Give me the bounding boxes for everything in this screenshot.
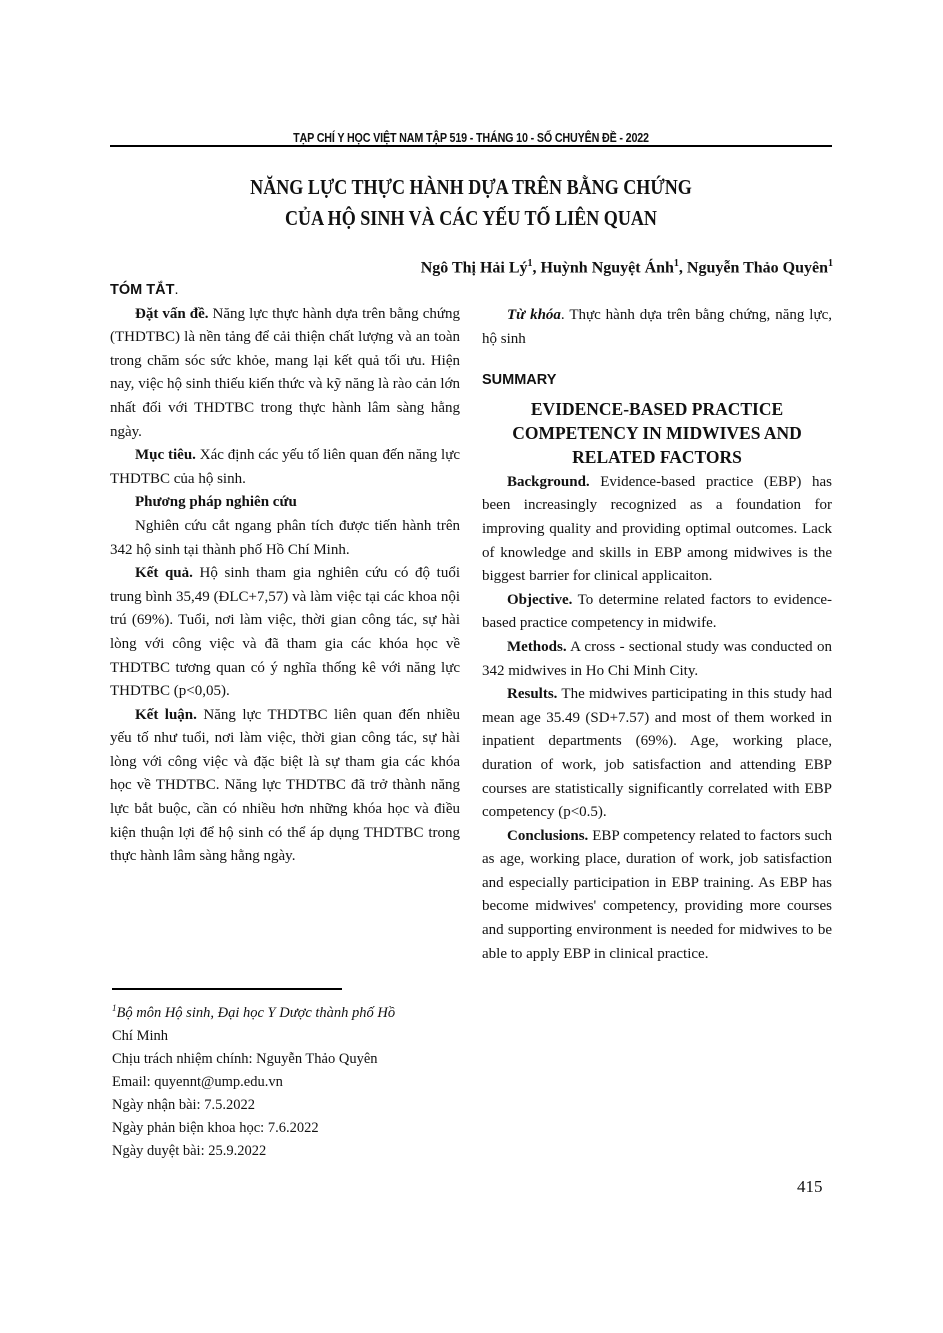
affiliation-mark: 1 [828, 258, 833, 269]
label: Đặt vấn đề. [135, 305, 209, 322]
vi-methods-paragraph: Nghiên cứu cắt ngang phân tích được tiến hành trên 342 hộ sinh tại thành phố Hồ Chí Minh. [110, 517, 460, 558]
vi-background-paragraph [110, 303, 460, 445]
affiliation-mark: 1 [112, 1003, 117, 1013]
vi-keywords-paragraph [482, 304, 832, 351]
vietnamese-abstract [110, 279, 460, 869]
label: Từ khóa [507, 307, 561, 323]
affiliation-mark: 1 [527, 258, 533, 269]
english-title [482, 397, 832, 469]
vi-conclusion-paragraph [110, 704, 460, 869]
label: Conclusions. [507, 827, 589, 844]
body-text: Xác định các yếu tố liên quan đến năng lực THDTBC của hộ sinh. [110, 447, 460, 487]
label: Results. [507, 686, 558, 703]
body-text: Năng lực thực hành dựa trên bằng chứng (THDTBC) là nền tảng để cải thiện chất lượng và an toàn trong chăm sóc sức khỏe, mang lại kết quả tối ưu. Hiện nay, việc hộ sinh thiếu kiến thức và kỹ năng là rào cản lớn nhất đối với THDTBC trong thực hành lâm sàng hằng ngày. [110, 305, 460, 440]
label: Methods. [507, 638, 567, 655]
affiliation-footnote [112, 997, 472, 1025]
affiliation-continuation: Chí Minh [112, 1027, 168, 1044]
en-results-paragraph [482, 683, 832, 825]
en-objective-paragraph [482, 589, 832, 636]
header-rule [110, 145, 832, 147]
footnotes [112, 997, 472, 1163]
heading-text: TÓM TẮT [110, 282, 175, 298]
label: Background. [507, 473, 590, 490]
body-text: Evidence-based practice (EBP) has been increasingly recognized as a foundation for improving quality and providing optimal outcomes. Lack of knowledge and skills in EBP among midwives is the biggest barrier for clinical applicaiton. [482, 473, 832, 585]
received-date: Ngày nhận bài: 7.5.2022 [112, 1096, 255, 1113]
body-text: Hộ sinh tham gia nghiên cứu có độ tuổi trung bình 35,49 (ĐLC+7,57) và làm việc tại các khoa nội trú (69%). Tuổi, nơi làm việc, thời gian công tác, sự hài lòng với công việc và đã tham gia các khóa học về THDTBC tương quan có ý nghĩa thống kê với năng lực THDTBC (p<0,05). [110, 565, 460, 700]
label: Kết quả. [135, 565, 193, 582]
footnote-rule [112, 988, 342, 990]
accepted-date: Ngày duyệt bài: 25.9.2022 [112, 1142, 267, 1159]
review-date: Ngày phản biện khoa học: 7.6.2022 [112, 1119, 319, 1136]
english-title-line-3: RELATED FACTORS [572, 446, 742, 467]
label: Objective. [507, 591, 573, 608]
body-text: The midwives participating in this study had mean age 35.49 (SD+7.57) and most of them worked in inpatient departments (69%). Age, working place, duration of work, job satisfaction and attending EBP courses are statistically significantly correlated with EBP competency (p<0.5). [482, 686, 832, 821]
body-text: . Thực hành dựa trên bằng chứng, năng lực, hộ sinh [482, 307, 832, 347]
author-name: Ngô Thị Hải Lý [420, 259, 528, 277]
section-heading-tom-tat [110, 279, 460, 303]
body-text: A cross - sectional study was conducted on 342 midwives in Ho Chi Minh City. [482, 638, 832, 679]
page-number: 415 [797, 1177, 823, 1196]
affiliation-text: Bộ môn Hộ sinh, Đại học Y Dược thành phố Hồ [116, 1004, 396, 1021]
running-header: TẠP CHÍ Y HỌC VIỆT NAM TẬP 519 - THÁNG 10 - SỐ CHUYÊN ĐỀ - 2022 [293, 131, 649, 145]
author-list [421, 258, 833, 277]
label: Kết luận. [135, 706, 197, 723]
en-background-paragraph [482, 471, 832, 589]
en-conclusion-paragraph [482, 825, 832, 967]
body-text: Năng lực THDTBC liên quan đến nhiều yếu tố như tuổi, nơi làm việc, thời gian công tác, sự hài lòng với công việc và đặc biệt là sự tham gia các khóa học về THDTBC. Năng lực THDTBC đã trở thành năng lực bắt buộc, cần có nhiều hơn những khóa học và điều kiện thuận lợi để hộ sinh có thể áp dụng THDTBC trong thực hành lâm sàng hằng ngày. [110, 706, 460, 865]
vi-results-paragraph [110, 562, 460, 704]
english-title-line-2: COMPETENCY IN MIDWIVES AND [512, 422, 802, 443]
en-methods-paragraph [482, 636, 832, 683]
author-separator: , [678, 259, 687, 277]
heading-suffix: . [174, 282, 179, 298]
author-name: Nguyễn Thảo Quyên [686, 259, 828, 277]
article-title [161, 172, 782, 234]
label: Mục tiêu. [135, 447, 196, 464]
author-name: Huỳnh Nguyệt Ánh [540, 259, 674, 277]
author-separator: , [532, 259, 541, 277]
english-abstract [482, 304, 832, 966]
title-line-1: NĂNG LỰC THỰC HÀNH DỰA TRÊN BẰNG CHỨNG [250, 175, 692, 199]
email-line: Email: quyennt@ump.edu.vn [112, 1073, 283, 1090]
english-title-line-1: EVIDENCE-BASED PRACTICE [530, 398, 784, 419]
title-line-2: CỦA HỘ SINH VÀ CÁC YẾU TỐ LIÊN QUAN [285, 206, 657, 230]
spacer [482, 351, 832, 369]
corresponding-author: Chịu trách nhiệm chính: Nguyễn Thảo Quyên [112, 1050, 378, 1067]
body-text: EBP competency related to factors such as age, working place, duration of work, job satisfaction and especially participation in EBP training. As EBP has become midwives' competency, providing more courses and supporting environment is needed for midwives to be able to apply EBP in clinical practice. [482, 827, 832, 962]
body-text: To determine related factors to evidence-based practice competency in midwife. [482, 591, 832, 632]
vi-methods-heading: Phương pháp nghiên cứu [135, 494, 297, 511]
affiliation-mark: 1 [673, 258, 679, 269]
vi-objective-paragraph [110, 444, 460, 491]
section-heading-summary: SUMMARY [482, 372, 557, 389]
